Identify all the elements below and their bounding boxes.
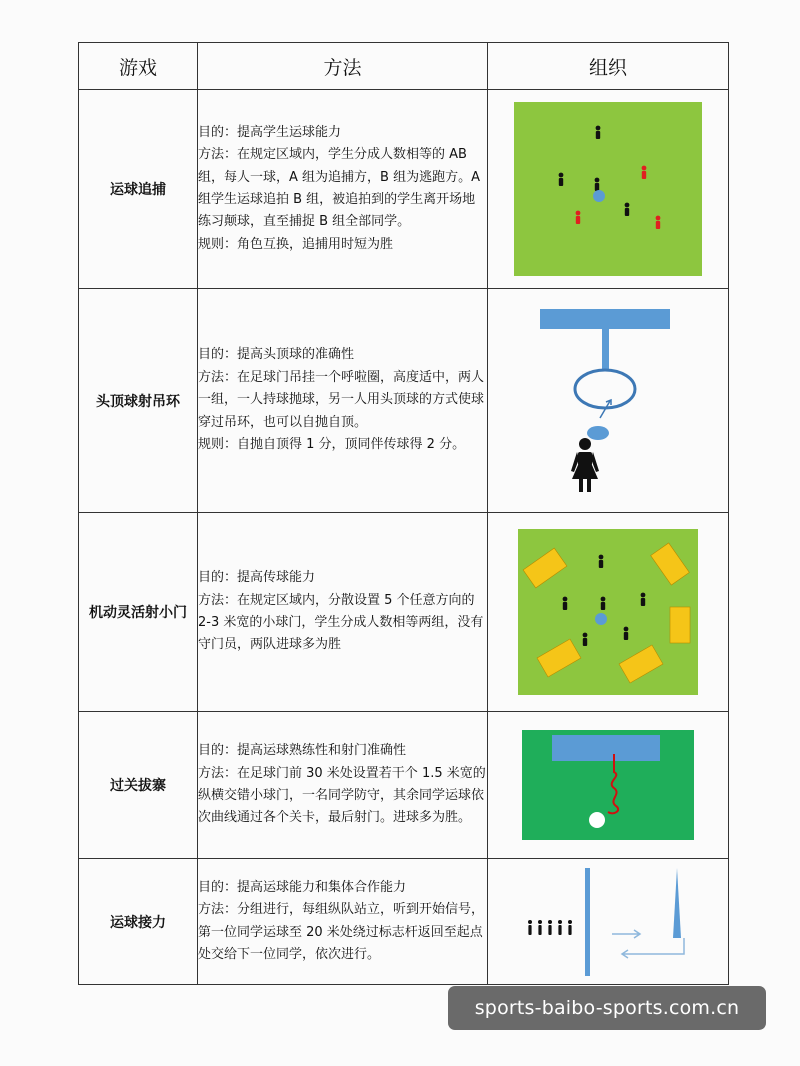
game-name: 过关拔寨 bbox=[79, 712, 198, 859]
method-line: 目的：提高传球能力 bbox=[198, 570, 316, 586]
ball-icon bbox=[589, 812, 605, 828]
ball-icon bbox=[587, 426, 609, 440]
player-black-icon bbox=[559, 173, 564, 186]
method-line: 方法：在足球门吊挂一个呼啦圈，高度适中，两人一组，一人持球抛球，另一人用头顶球的方式使球穿过吊环，也可以自抛自顶。 bbox=[198, 369, 485, 430]
hoop-icon bbox=[575, 370, 635, 408]
player-black-icon bbox=[538, 920, 542, 935]
method-line: 方法：在规定区域内，分散设置 5 个任意方向的 2-3 米宽的小球门，学生分成人数相等两组，没有守门员，两队进球多为胜 bbox=[198, 592, 484, 653]
arrow-right-icon bbox=[612, 930, 640, 938]
player-black-icon bbox=[601, 597, 606, 610]
organization-diagram bbox=[488, 513, 729, 712]
player-black-icon bbox=[563, 597, 568, 610]
table-row bbox=[79, 712, 729, 859]
player-black-icon bbox=[568, 920, 572, 935]
chase-field-diagram bbox=[514, 102, 702, 276]
organization-diagram bbox=[488, 90, 729, 289]
small-goals-diagram bbox=[518, 529, 698, 695]
organization-diagram bbox=[488, 289, 729, 513]
method-line: 规则：角色互换，追捕用时短为胜 bbox=[198, 236, 394, 252]
header-method: 方法 bbox=[198, 43, 488, 90]
method-line: 方法：在足球门前 30 米处设置若干个 1.5 米宽的纵横交错小球门，一名同学防守，其余同学运球依次曲线通过各个关卡，最后射门。进球多为胜。 bbox=[198, 765, 486, 826]
method-line: 规则：自抛自顶得 1 分，顶同伴传球得 2 分。 bbox=[198, 437, 466, 453]
player-black-icon bbox=[583, 633, 588, 646]
player-red-icon bbox=[656, 216, 661, 229]
method-text bbox=[198, 859, 488, 985]
organization-diagram bbox=[488, 712, 729, 859]
player-black-icon bbox=[595, 178, 600, 191]
hoop-header-diagram bbox=[538, 301, 678, 501]
method-line: 方法：在规定区域内，学生分成人数相等的 AB 组，每人一球，A 组为追捕方，B 组为逃跑方。A 组学生运球追拍 B 组，被追拍到的学生离开场地练习颠球，直至捕捉 B 组全部同学。 bbox=[198, 147, 480, 230]
header-organization: 组织 bbox=[488, 43, 729, 90]
marker-pole-icon bbox=[673, 868, 681, 938]
ball-icon bbox=[593, 190, 605, 202]
table-row bbox=[79, 513, 729, 712]
dribble-gates-diagram bbox=[522, 730, 694, 840]
goal-icon bbox=[552, 735, 660, 761]
player-red-icon bbox=[576, 211, 581, 224]
player-black-icon bbox=[558, 920, 562, 935]
player-black-icon bbox=[548, 920, 552, 935]
games-table bbox=[78, 42, 729, 985]
player-red-icon bbox=[642, 166, 647, 179]
field bbox=[514, 102, 702, 276]
ball-icon bbox=[595, 613, 607, 625]
method-line: 目的：提高学生运球能力 bbox=[198, 124, 342, 140]
relay-diagram bbox=[508, 866, 708, 978]
game-name: 运球追捕 bbox=[79, 90, 198, 289]
player-black-icon bbox=[599, 555, 604, 568]
table-row bbox=[79, 289, 729, 513]
method-text bbox=[198, 90, 488, 289]
return-arrow-icon bbox=[622, 938, 684, 958]
player-black-icon bbox=[624, 627, 629, 640]
small-goal-icon bbox=[670, 607, 690, 643]
method-line: 方法：分组进行，每组纵队站立，听到开始信号，第一位同学运球至 20 米处绕过标志杆返回至起点处交给下一位同学，依次进行。 bbox=[198, 902, 485, 962]
organization-diagram bbox=[488, 859, 729, 985]
person-icon bbox=[571, 438, 599, 492]
game-name: 头顶球射吊环 bbox=[79, 289, 198, 513]
watermark: sports-baibo-sports.com.cn bbox=[448, 986, 766, 1030]
player-black-icon bbox=[596, 126, 601, 139]
table-row bbox=[79, 859, 729, 985]
header-row bbox=[79, 43, 729, 90]
goal-crossbar bbox=[540, 309, 670, 329]
player-black-icon bbox=[625, 203, 630, 216]
player-black-icon bbox=[641, 593, 646, 606]
method-text bbox=[198, 513, 488, 712]
game-name: 机动灵活射小门 bbox=[79, 513, 198, 712]
method-text bbox=[198, 289, 488, 513]
hanging-rope bbox=[602, 329, 609, 369]
game-name: 运球接力 bbox=[79, 859, 198, 985]
header-game: 游戏 bbox=[79, 43, 198, 90]
method-line: 目的：提高头顶球的准确性 bbox=[198, 347, 355, 363]
table-row bbox=[79, 90, 729, 289]
ball-path-arrow bbox=[600, 401, 610, 418]
player-black-icon bbox=[528, 920, 532, 935]
start-line bbox=[585, 868, 590, 976]
method-text bbox=[198, 712, 488, 859]
method-line: 目的：提高运球熟练性和射门准确性 bbox=[198, 743, 407, 759]
method-line: 目的：提高运球能力和集体合作能力 bbox=[198, 879, 407, 895]
